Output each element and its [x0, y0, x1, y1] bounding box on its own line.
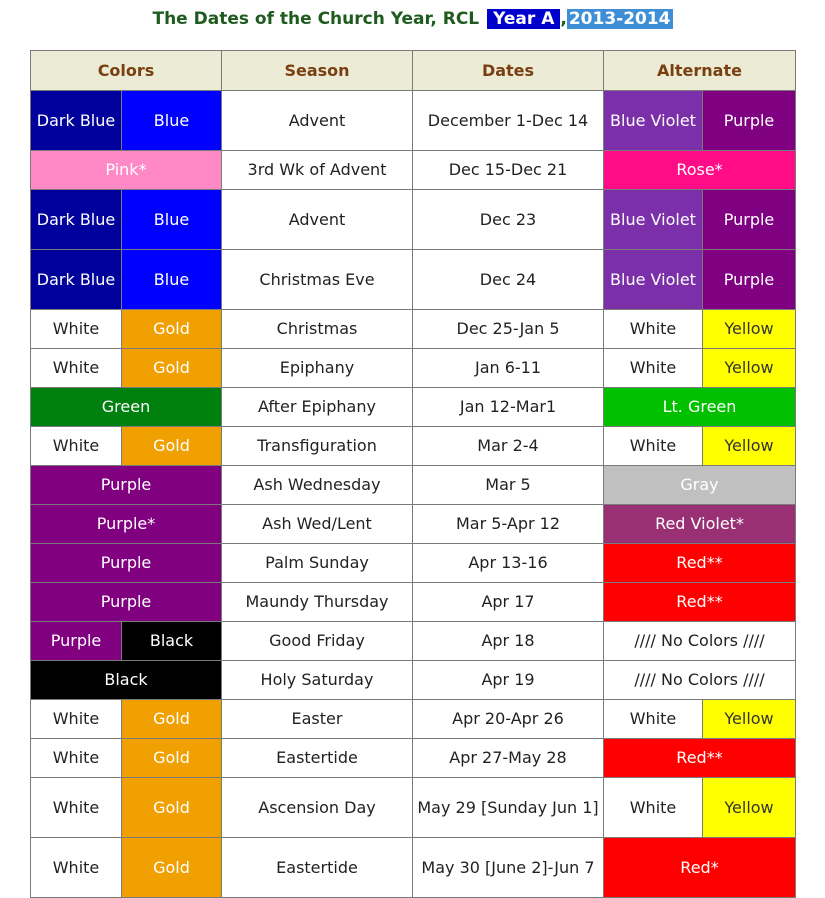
color-cell: Gold: [122, 838, 222, 898]
color-cell: Gold: [122, 427, 222, 466]
alternate-cell: Yellow: [703, 427, 796, 466]
alternate-cell: Yellow: [703, 778, 796, 838]
season-cell: Ash Wed/Lent: [222, 505, 413, 544]
color-cell: Pink*: [31, 151, 222, 190]
table-row: [31, 190, 796, 250]
alternate-cell: White: [604, 349, 703, 388]
alternate-cell: Purple: [703, 190, 796, 250]
table-row: [31, 427, 796, 466]
dates-cell: Apr 18: [413, 622, 604, 661]
season-cell: Palm Sunday: [222, 544, 413, 583]
alternate-cell: //// No Colors ////: [604, 661, 796, 700]
table-row: [31, 91, 796, 151]
color-cell: Purple*: [31, 505, 222, 544]
alternate-cell: Red*: [604, 838, 796, 898]
season-cell: Advent: [222, 190, 413, 250]
color-cell: Dark Blue: [31, 91, 122, 151]
alternate-cell: Yellow: [703, 700, 796, 739]
season-cell: Easter: [222, 700, 413, 739]
header-dates: Dates: [413, 51, 604, 91]
alternate-cell: Yellow: [703, 349, 796, 388]
dates-cell: Jan 12-Mar1: [413, 388, 604, 427]
header-row: [31, 51, 796, 91]
table-row: [31, 349, 796, 388]
table-row: [31, 310, 796, 349]
color-cell: Gold: [122, 310, 222, 349]
season-cell: Eastertide: [222, 739, 413, 778]
dates-cell: Apr 20-Apr 26: [413, 700, 604, 739]
season-cell: Ash Wednesday: [222, 466, 413, 505]
title-range-highlight: 2013-2014: [568, 9, 671, 29]
color-cell: Purple: [31, 583, 222, 622]
dates-cell: Jan 6-11: [413, 349, 604, 388]
alternate-cell: White: [604, 310, 703, 349]
church-year-table: [30, 50, 796, 898]
color-cell: Black: [31, 661, 222, 700]
alternate-cell: Rose*: [604, 151, 796, 190]
table-row: [31, 151, 796, 190]
season-cell: Good Friday: [222, 622, 413, 661]
alternate-cell: Yellow: [703, 310, 796, 349]
dates-cell: Mar 5: [413, 466, 604, 505]
alternate-cell: Red**: [604, 583, 796, 622]
color-cell: Gold: [122, 349, 222, 388]
dates-cell: Dec 24: [413, 250, 604, 310]
color-cell: White: [31, 739, 122, 778]
color-cell: Purple: [31, 544, 222, 583]
season-cell: Advent: [222, 91, 413, 151]
header-colors: Colors: [31, 51, 222, 91]
alternate-cell: Lt. Green: [604, 388, 796, 427]
color-cell: White: [31, 778, 122, 838]
season-cell: Transfiguration: [222, 427, 413, 466]
color-cell: White: [31, 700, 122, 739]
alternate-cell: White: [604, 778, 703, 838]
color-cell: Blue: [122, 91, 222, 151]
title-main: The Dates of the Church Year, RCL: [152, 9, 480, 29]
dates-cell: Apr 19: [413, 661, 604, 700]
table-row: [31, 466, 796, 505]
dates-cell: May 29 [Sunday Jun 1]: [413, 778, 604, 838]
color-cell: Blue: [122, 190, 222, 250]
table-row: [31, 622, 796, 661]
title-comma: ,: [560, 9, 567, 29]
alternate-cell: Purple: [703, 91, 796, 151]
alternate-cell: Blue Violet: [604, 190, 703, 250]
alternate-cell: Blue Violet: [604, 91, 703, 151]
color-cell: White: [31, 427, 122, 466]
alternate-cell: Purple: [703, 250, 796, 310]
dates-cell: Apr 27-May 28: [413, 739, 604, 778]
color-cell: White: [31, 349, 122, 388]
alternate-cell: Red**: [604, 739, 796, 778]
alternate-cell: White: [604, 427, 703, 466]
alternate-cell: Gray: [604, 466, 796, 505]
table-row: [31, 583, 796, 622]
alternate-cell: Blue Violet: [604, 250, 703, 310]
season-cell: Christmas Eve: [222, 250, 413, 310]
table-row: [31, 505, 796, 544]
season-cell: Epiphany: [222, 349, 413, 388]
page-title: [0, 9, 825, 35]
dates-cell: May 30 [June 2]-Jun 7: [413, 838, 604, 898]
table-row: [31, 388, 796, 427]
season-cell: Ascension Day: [222, 778, 413, 838]
table-row: [31, 838, 796, 898]
dates-cell: Dec 15-Dec 21: [413, 151, 604, 190]
color-cell: Green: [31, 388, 222, 427]
color-cell: Dark Blue: [31, 250, 122, 310]
season-cell: After Epiphany: [222, 388, 413, 427]
color-cell: White: [31, 838, 122, 898]
header-season: Season: [222, 51, 413, 91]
color-cell: Gold: [122, 739, 222, 778]
title-year-highlight: Year A: [487, 9, 560, 29]
dates-cell: Apr 17: [413, 583, 604, 622]
season-cell: Maundy Thursday: [222, 583, 413, 622]
alternate-cell: Red**: [604, 544, 796, 583]
table-row: [31, 778, 796, 838]
table-row: [31, 661, 796, 700]
season-cell: Holy Saturday: [222, 661, 413, 700]
alternate-cell: //// No Colors ////: [604, 622, 796, 661]
dates-cell: Dec 23: [413, 190, 604, 250]
dates-cell: Mar 2-4: [413, 427, 604, 466]
season-cell: Eastertide: [222, 838, 413, 898]
table-row: [31, 700, 796, 739]
dates-cell: December 1-Dec 14: [413, 91, 604, 151]
color-cell: White: [31, 310, 122, 349]
season-cell: 3rd Wk of Advent: [222, 151, 413, 190]
table-row: [31, 739, 796, 778]
color-cell: Purple: [31, 466, 222, 505]
color-cell: Gold: [122, 778, 222, 838]
alternate-cell: White: [604, 700, 703, 739]
dates-cell: Apr 13-16: [413, 544, 604, 583]
color-cell: Purple: [31, 622, 122, 661]
alternate-cell: Red Violet*: [604, 505, 796, 544]
dates-cell: Dec 25-Jan 5: [413, 310, 604, 349]
header-alternate: Alternate: [604, 51, 796, 91]
color-cell: Dark Blue: [31, 190, 122, 250]
dates-cell: Mar 5-Apr 12: [413, 505, 604, 544]
color-cell: Black: [122, 622, 222, 661]
table-row: [31, 544, 796, 583]
color-cell: Gold: [122, 700, 222, 739]
table-row: [31, 250, 796, 310]
season-cell: Christmas: [222, 310, 413, 349]
color-cell: Blue: [122, 250, 222, 310]
